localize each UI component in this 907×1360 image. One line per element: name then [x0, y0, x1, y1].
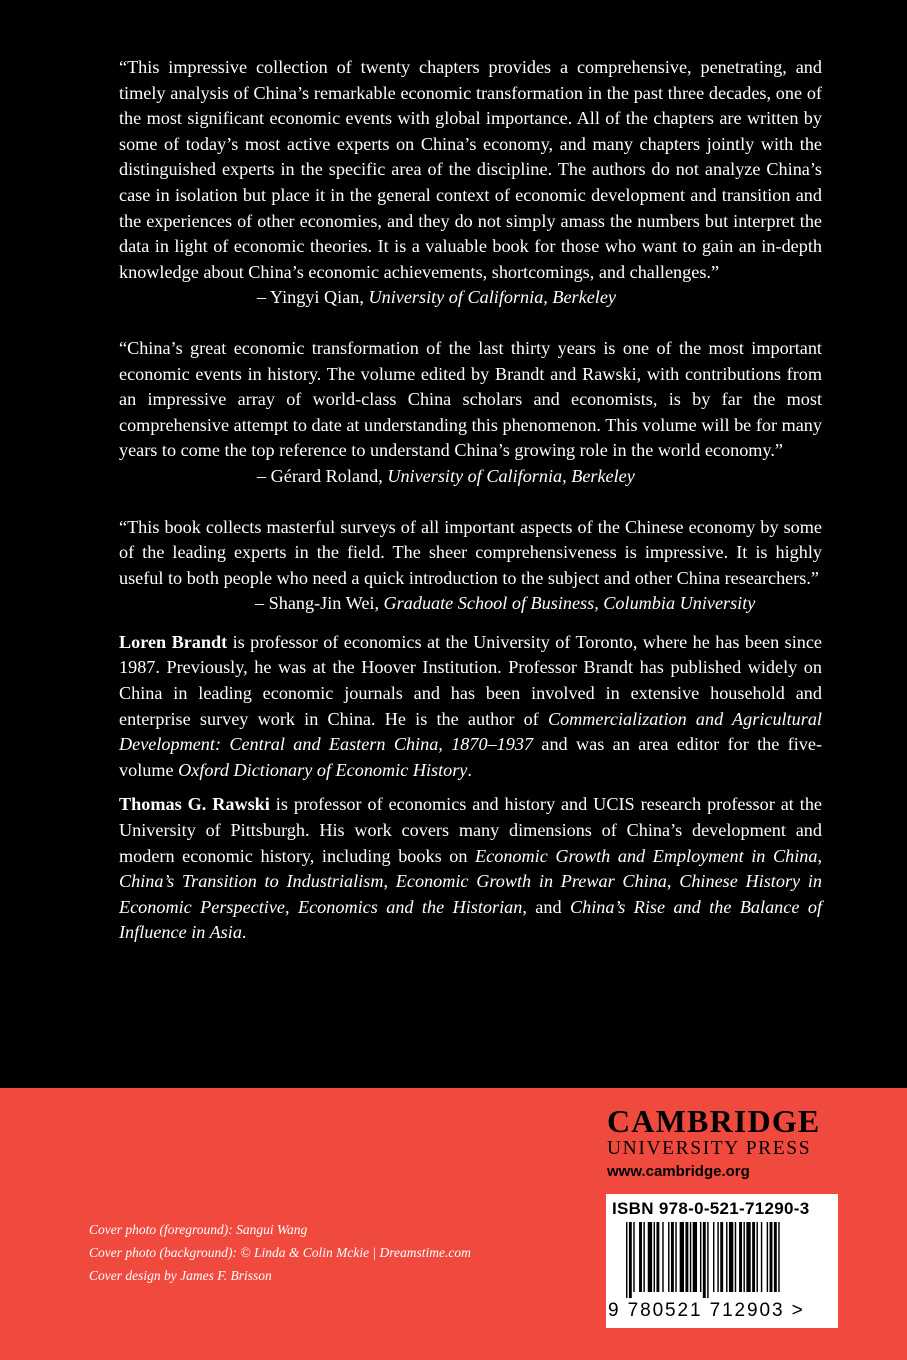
publisher-logo: [607, 1104, 837, 1183]
cover-credits: [89, 1218, 471, 1287]
quote-qian-name: – Yingyi Qian,: [257, 287, 369, 308]
isbn-label: ISBN 978-0-521-71290-3: [612, 1199, 810, 1218]
quote-wei-affiliation: Graduate School of Business, Columbia University: [383, 593, 756, 614]
quote-qian-text: “This impressive collection of twenty chapters provides a comprehensive, penetrating, and timely analysis of China’s remarkable economic transformation in the past three decades, one of the most significant economic events with global importance. All of the chapters are written by some of today’s most active experts on China’s economy, and many chapters jointly with the distinguished experts in the specific area of the discipline. The authors do not analyze China’s case in isolation but place it in the general context of economic development and transition and the experiences of other economies, and they do not simply amass the numbers but interpret the data in light of economic theories. It is a valuable book for those who want to gain an in-depth knowledge about China’s economic achievements, shortcomings, and challenges.”: [119, 57, 822, 282]
publisher-name: CAMBRIDGE: [607, 1103, 821, 1139]
quote-qian-affiliation: University of California, Berkeley: [368, 287, 616, 308]
blurb-column: [119, 55, 822, 946]
quote-wei-name: – Shang-Jin Wei,: [255, 593, 384, 614]
bio-brandt: Loren Brandt is professor of economics at the University of Toronto, where he has been since 1987. Previously, he was at the Hoover Institution. Professor Brandt has published widely on China in leading economic journals and has been involved in extensive household and enterprise survey work in China. He is the author of Commercialization and Agricultural Development: Central and Eastern China, 1870–1937 and was an area editor for the five-volume Oxford Dictionary of Economic History.: [119, 631, 823, 780]
quote-roland-affiliation: University of California, Berkeley: [387, 465, 635, 486]
quote-roland-name: – Gérard Roland,: [257, 465, 388, 486]
credit-cover-design: Cover design by James F. Brisson: [89, 1268, 272, 1283]
publisher-press: UNIVERSITY PRESS: [607, 1138, 812, 1159]
barcode-icon: [610, 1222, 834, 1298]
publisher-url: www.cambridge.org: [607, 1163, 750, 1180]
bio-brandt-book1: Commercialization and Agricultural Development: Central and Eastern China, 1870–1937: [119, 708, 822, 755]
bio-brandt-name: Loren Brandt: [119, 631, 228, 652]
barcode-digits: 9 780521 712903 >: [608, 1300, 805, 1321]
bio-rawski-name: Thomas G. Rawski: [119, 794, 270, 815]
quote-roland-text: “China’s great economic transformation of the last thirty years is one of the most important economic events in history. The volume edited by Brandt and Rawski, with contributions from an impressive array of world-class China scholars and economists, is by far the most comprehensive attempt to date at understanding this phenomenon. This volume will be for many years to come the top reference to understand China’s growing role in the world economy.”: [119, 337, 822, 461]
bio-brandt-book2: Oxford Dictionary of Economic History: [178, 759, 468, 780]
bio-rawski: Thomas G. Rawski is professor of economics and history and UCIS research professor at the University of Pittsburgh. His work covers many dimensions of China’s development and modern economic history, including books on Economic Growth and Employment in China, China’s Transition to Industrialism, Economic Growth in Prewar China, Chinese History in Economic Perspective, Economics and the Historian, and China’s Rise and the Balance of Influence in Asia.: [119, 794, 823, 943]
isbn-barcode-panel: [606, 1194, 838, 1328]
quote-roland-attribution: [119, 464, 822, 490]
quote-wei-attribution: [119, 591, 822, 617]
credit-foreground-photo: Cover photo (foreground): Sangui Wang: [89, 1222, 308, 1237]
credit-background-photo: Cover photo (background): © Linda & Colin Mckie | Dreamstime.com: [89, 1245, 471, 1260]
quote-wei-text: “This book collects masterful surveys of all important aspects of the Chinese economy by some of the leading experts in the field. The sheer comprehensiveness is impressive. It is highly useful to both people who need a quick introduction to the subject and other China researchers.”: [119, 516, 822, 588]
quote-qian-attribution: [119, 285, 822, 311]
